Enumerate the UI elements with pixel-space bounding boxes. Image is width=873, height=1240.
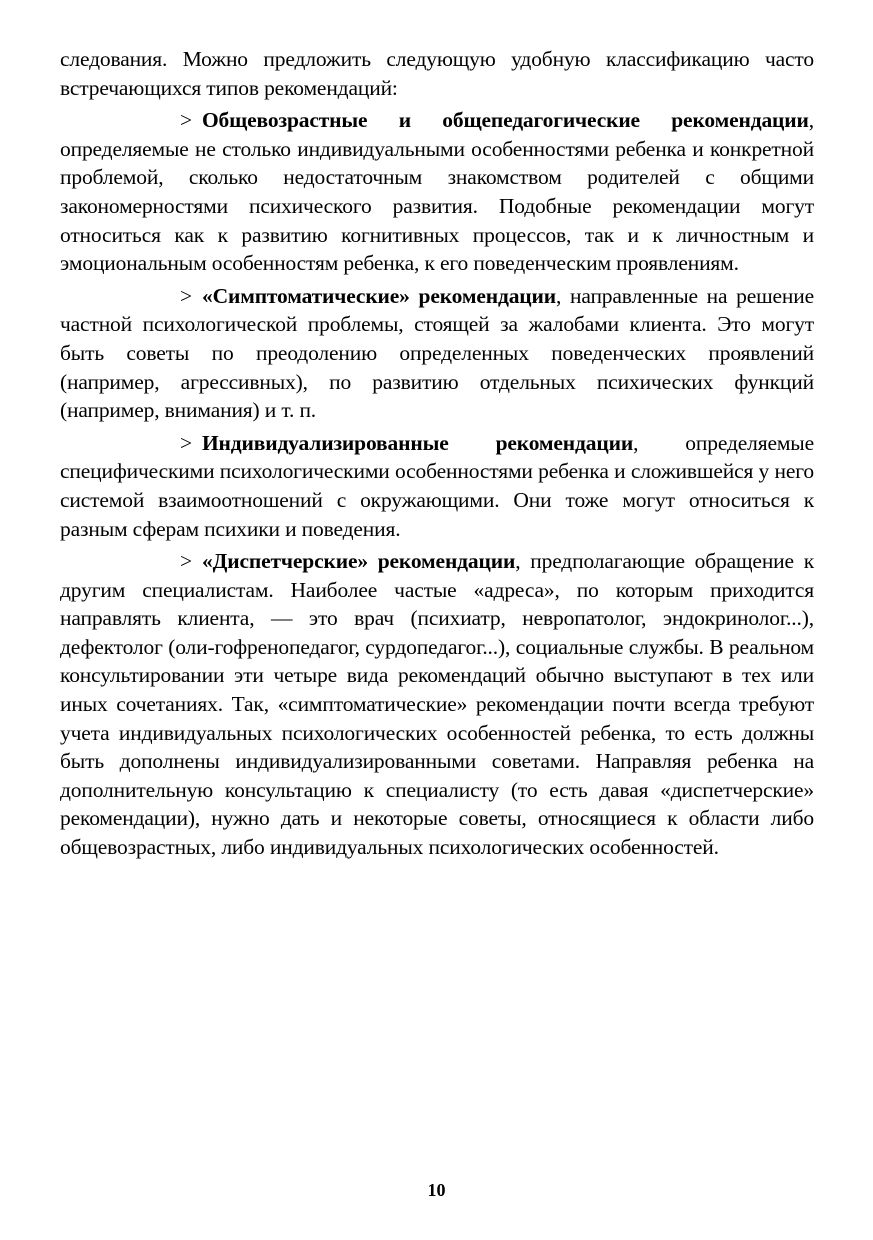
list-item-individualized xyxy=(60,429,814,543)
list-item-symptomatic xyxy=(60,282,814,425)
document-page xyxy=(60,45,814,862)
item-text: , направленные на решение частной психологической проблемы, стоящей за жалобами клиента. Это могут быть советы по преодолению определенных поведенческих проявлений (например, агрессивных), по развитию отдельных психических функций (например, внимания) и т. п. xyxy=(60,283,815,423)
item-text: , определяемые не столько индивидуальными особенностями ребенка и конкретной проблемой, сколько недостаточным знакомством родителей с общими закономерностями психического развития. Подобные рекомендации могут относиться как к развитию когнитивных процессов, так и к личностным и эмоциональным особенностям ребенка, к его поведенческим проявлениям. xyxy=(60,108,814,276)
item-term: «Диспетчерские» рекомендации xyxy=(201,549,516,574)
arrow-marker-icon: > xyxy=(180,430,192,455)
item-term: Общевозрастные и общепедагогические рекомендации xyxy=(201,108,809,133)
arrow-marker-icon: > xyxy=(180,108,192,133)
item-text: , предполагающие обращение к другим специалистам. Наиболее частые «адреса», по которым приходится направлять клиента, — это врач (психиатр, невропатолог, эндокринолог...), дефектолог (оли-гофренопедагог, сурдопедагог...), социальные службы. В реальном консультировании эти четыре вида рекомендаций обычно выступают в тех или иных сочетаниях. Так, «симптоматические» рекомендации почти всегда требуют учета индивидуальных психологических особенностей ребенка, то есть должны быть дополнены индивидуализированными советами. Направляя ребенка на дополнительную консультацию к специалисту (то есть давая «диспетчерские» рекомендации), нужно дать и некоторые советы, относящиеся к области либо общевозрастных, либо индивидуальных психологических особенностей. xyxy=(60,549,815,860)
list-item-dispatcher xyxy=(60,547,814,862)
arrow-marker-icon: > xyxy=(180,549,192,574)
page-number: 10 xyxy=(427,1180,446,1200)
intro-paragraph: следования. Можно предложить следующую удобную классификацию часто встречающихся типов рекомендаций: xyxy=(60,47,814,100)
item-term: Индивидуализированные рекомендации xyxy=(201,430,634,455)
arrow-marker-icon: > xyxy=(180,283,192,308)
item-text: , определяемые специфическими психологическими особенностями ребенка и сложившейся у него системой взаимоотношений с окружающими. Они тоже могут относиться к разным сферам психики и поведения. xyxy=(60,430,814,541)
list-item-general-age xyxy=(60,106,814,278)
item-term: «Симптоматические» рекомендации xyxy=(201,283,557,308)
